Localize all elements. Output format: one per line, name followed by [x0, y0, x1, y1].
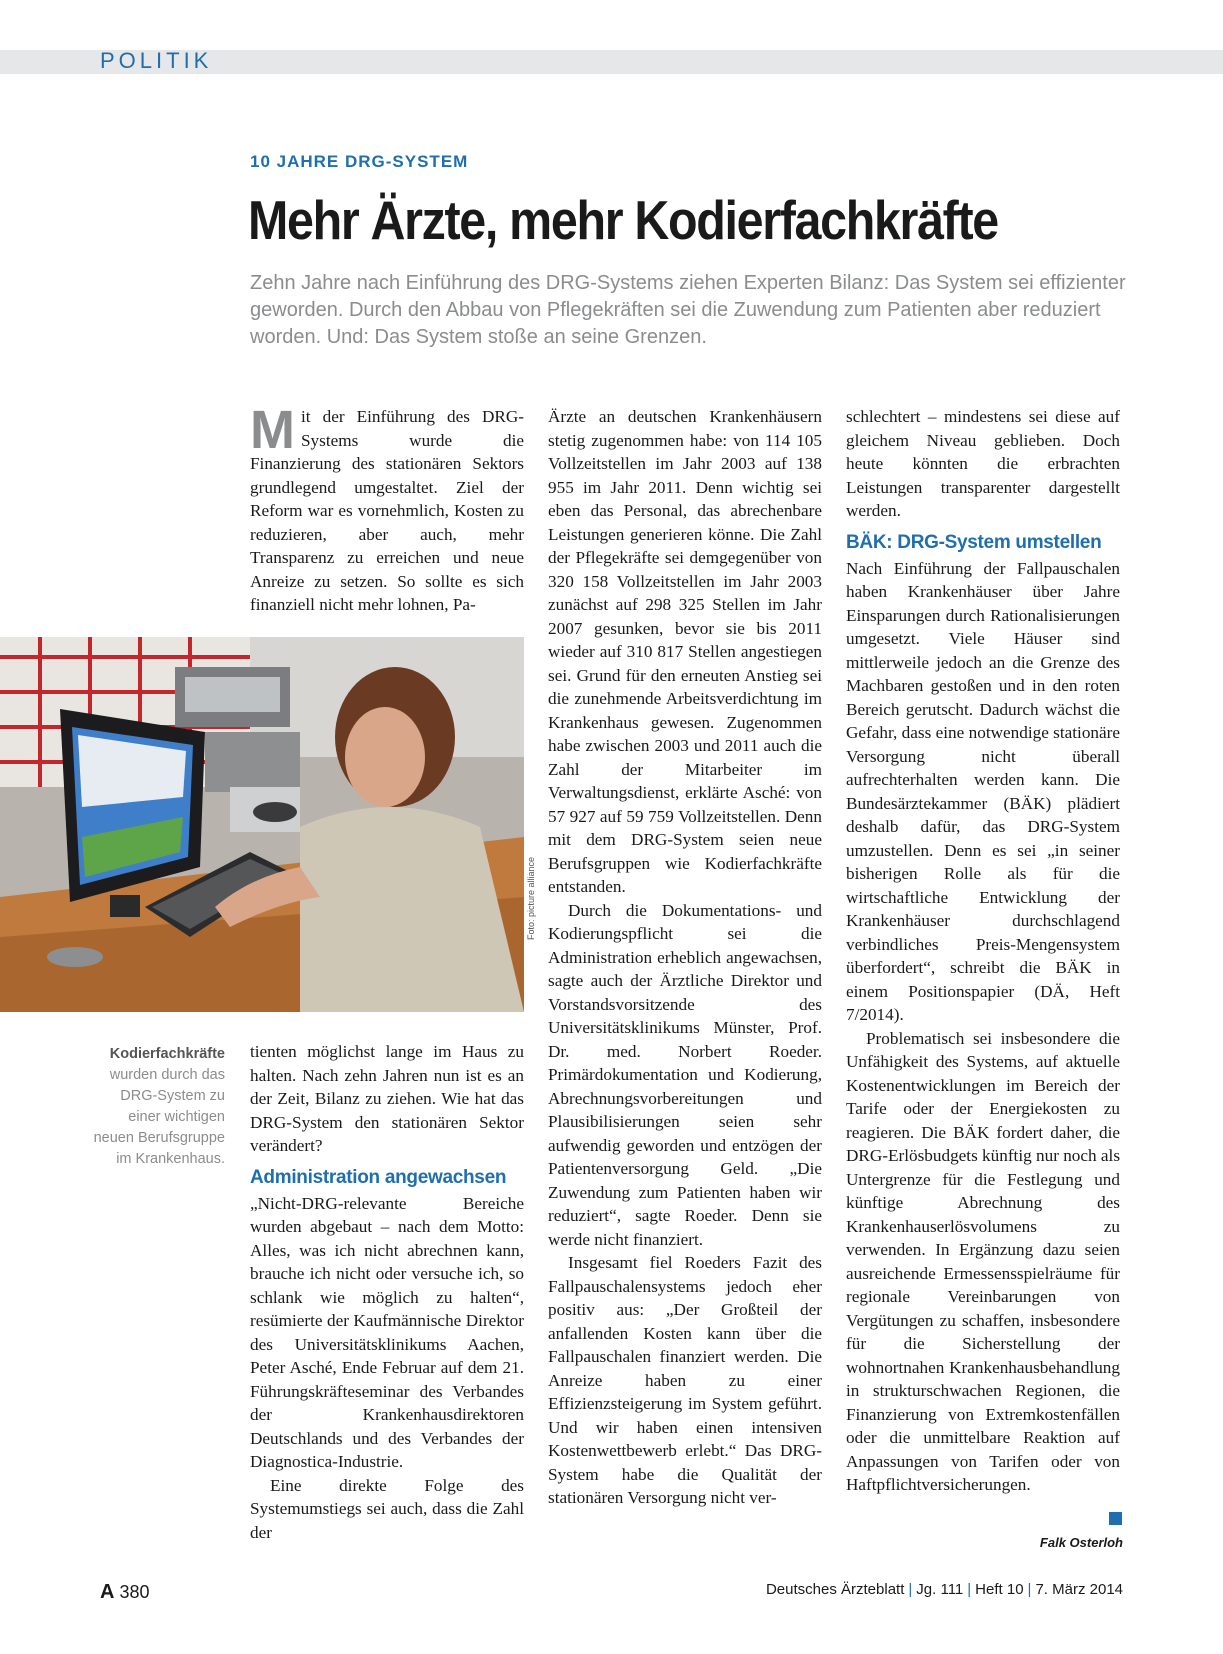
end-mark-icon: [1109, 1512, 1122, 1525]
journal-volume: Jg. 111: [916, 1581, 964, 1598]
col1-top-text: it der Einführung des DRG-Systems wurde die Finanzierung des stationären Sektors grundlegend umgestaltet. Ziel der Reform war es vornehmlich, Kosten zu reduzieren, aber auch, mehr Transparenz zu erreichen und neue Anreize zu setzen. So sollte es sich finanziell nicht mehr lohnen, Pa-: [250, 407, 524, 614]
journal-issue: Heft 10: [975, 1581, 1024, 1598]
photo-caption: [90, 1044, 225, 1170]
article-headline: Mehr Ärzte, mehr Kodierfachkräfte: [248, 189, 998, 251]
paragraph: Nach Einführung der Fallpauschalen haben Krankenhäuser über Jahre Einsparungen durch Rationalisierungen umgesetzt. Viele Häuser sind mittlerweile jedoch an die Grenze des Machbaren gestoßen und in den roten Bereich gerutscht. Dadurch wächst die Gefahr, dass eine notwendige stationäre Versorgung nicht überall aufrechterhalten werden kann. Die Bundesärztekammer (BÄK) plädiert deshalb dafür, das DRG-System umzustellen. Denn es sei „in seiner bisherigen Rolle als für die wirtschaftliche Entwicklung der Krankenhäuser durchschlagend verbindliches Preis-Mengensystem überfordert“, schreibt die BÄK in einem Positionspapier (DÄ, Heft 7/2014).: [846, 558, 1120, 1024]
caption-text: wurden durch das DRG-System zu einer wichtigen neuen Berufsgruppe im Krankenhaus.: [93, 1067, 225, 1167]
page-number: [100, 1581, 150, 1604]
paragraph: Eine direkte Folge des Systemumstiegs sei auch, dass die Zahl der: [250, 1475, 524, 1542]
article-kicker: 10 JAHRE DRG-SYSTEM: [250, 152, 469, 171]
article-lead: Zehn Jahre nach Einführung des DRG-Systems ziehen Experten Bilanz: Das System sei effizienter geworden. Durch den Abbau von Pflegekräften sei die Zuwendung zum Patienten aber reduziert worden. Und: Das System stoße an seine Grenzen.: [250, 272, 1126, 348]
subhead-baek: BÄK: DRG-System umstellen: [846, 531, 1102, 553]
subhead-administration: Administration angewachsen: [250, 1166, 507, 1188]
drop-cap: M: [250, 400, 295, 460]
caption-title: Kodierfachkräfte: [109, 1046, 225, 1062]
paragraph: Problematisch sei insbesondere die Unfähigkeit des Systems, auf aktuelle Kostenentwicklungen im Bereich der Tarife oder der Energiekosten zu reagieren. Die BÄK fordert daher, die DRG-Erlösbudgets künftig nur noch als Untergrenze für die Festlegung und künftige Abrechnung des Krankenhauserlösvolumens zu verwenden. In Ergänzung dazu seien ausreichende Ermessensspielräume für regionale Vereinbarungen von Vergütungen zu schaffen, insbesondere für die Sicherstellung der wohnortnahen Krankenhausbehandlung in strukturschwachen Regionen, die Finanzierung von Extremkostenfällen oder die unmittelbare Reaktion auf Anpassungen von Tarifen oder von Haftpflichtversicherungen.: [846, 1028, 1121, 1494]
journal-name: Deutsches Ärzteblatt: [765, 1581, 905, 1598]
journal-info: Deutsches Ärzteblatt | Jg. 111 | Heft 10 | 7. März 2014: [765, 1581, 1123, 1598]
journal-date: 7. März 2014: [1035, 1581, 1123, 1598]
column-1-top: [250, 400, 524, 617]
article-photo: [0, 637, 524, 1012]
column-3: [846, 405, 1120, 1497]
paragraph: „Nicht-DRG-relevante Bereiche wurden abgebaut – nach dem Motto: Alles, was ich nicht abrechnen kann, brauche ich nicht oder versuche ich, so schlank wie möglich zu halten“, resümierte der Kaufmännische Direktor des Universitätsklinikums Aachen, Peter Asché, Ende Februar auf dem 21. Führungskräfteseminar des Verbandes der Krankenhausdirektoren Deutschlands und des Verbandes der Diagnostica-Industrie.: [250, 1193, 524, 1471]
paragraph: Insgesamt fiel Roeders Fazit des Fallpauschalensystems jedoch eher positiv aus: „Der Großteil der anfallenden Kosten kann über die Fallpauschalen finanziert werden. Die Anreize haben zu einer Effizienzsteigerung im System geführt. Und wir haben einen intensiven Kostenwettbewerb erlebt.“ Das DRG-System habe die Qualität der stationären Versorgung nicht ver-: [548, 1253, 822, 1507]
article-author: Falk Osterloh: [1039, 1535, 1123, 1550]
paragraph: tienten möglichst lange im Haus zu halten. Nach zehn Jahren nun ist es an der Zeit, Bilanz zu ziehen. Wie hat das DRG-System den stationären Sektor verändert?: [250, 1042, 524, 1155]
paragraph: Ärzte an deutschen Krankenhäusern stetig zugenommen habe: von 114 105 Vollzeitstellen im Jahr 2003 auf 138 955 im Jahr 2011. Denn wichtig sei eben das Personal, das abrechenbare Leistungen generieren könne. Die Zahl der Pflegekräfte sei demgegenüber von 320 158 Vollzeitstellen im Jahr 2003 zunächst auf 298 325 Stellen im Jahr 2007 gesunken, bevor sie bis 2011 wieder auf 310 817 Stellen angestiegen sei. Grund für den erneuten Anstieg sei die zunehmende Arbeitsverdichtung im Krankenhaus gewesen. Zugenommen habe zwischen 2003 und 2011 auch die Zahl der Mitarbeiter im Verwaltungsdienst, erklärte Asché: von 57 927 auf 59 759 Vollzeitstellen. Denn mit dem DRG-System seien neue Berufsgruppen wie Kodierfachkräfte entstanden.: [548, 407, 822, 896]
column-1-bottom: [250, 1040, 524, 1544]
photo-credit: Foto: picture alliance: [526, 856, 536, 940]
paragraph: Durch die Dokumentations- und Kodierungspflicht sei die Administration erheblich angewachsen, sagte auch der Ärztliche Direktor und Vorstandsvorsitzende des Universitätsklinikums Münster, Prof. Dr. med. Norbert Roeder. Primärdokumentation und Kodierung, Abrechnungsvorbereitungen und Plausibilisierungen seien sehr aufwendig geworden und entzögen der Patientenversorgung Geld. „Die Zuwendung zum Patienten haben wir reduziert“, sagte Roeder. Denn sie werde nicht finanziert.: [548, 900, 822, 1249]
column-2: [548, 405, 822, 1510]
page-prefix: A: [100, 1581, 115, 1603]
paragraph: schlechtert – mindestens sei diese auf gleichem Niveau geblieben. Doch heute könnten die erbrachten Leistungen transparenter dargestellt werden.: [846, 407, 1120, 520]
page-number-value: 380: [119, 1582, 150, 1602]
section-label: POLITIK: [100, 48, 213, 73]
